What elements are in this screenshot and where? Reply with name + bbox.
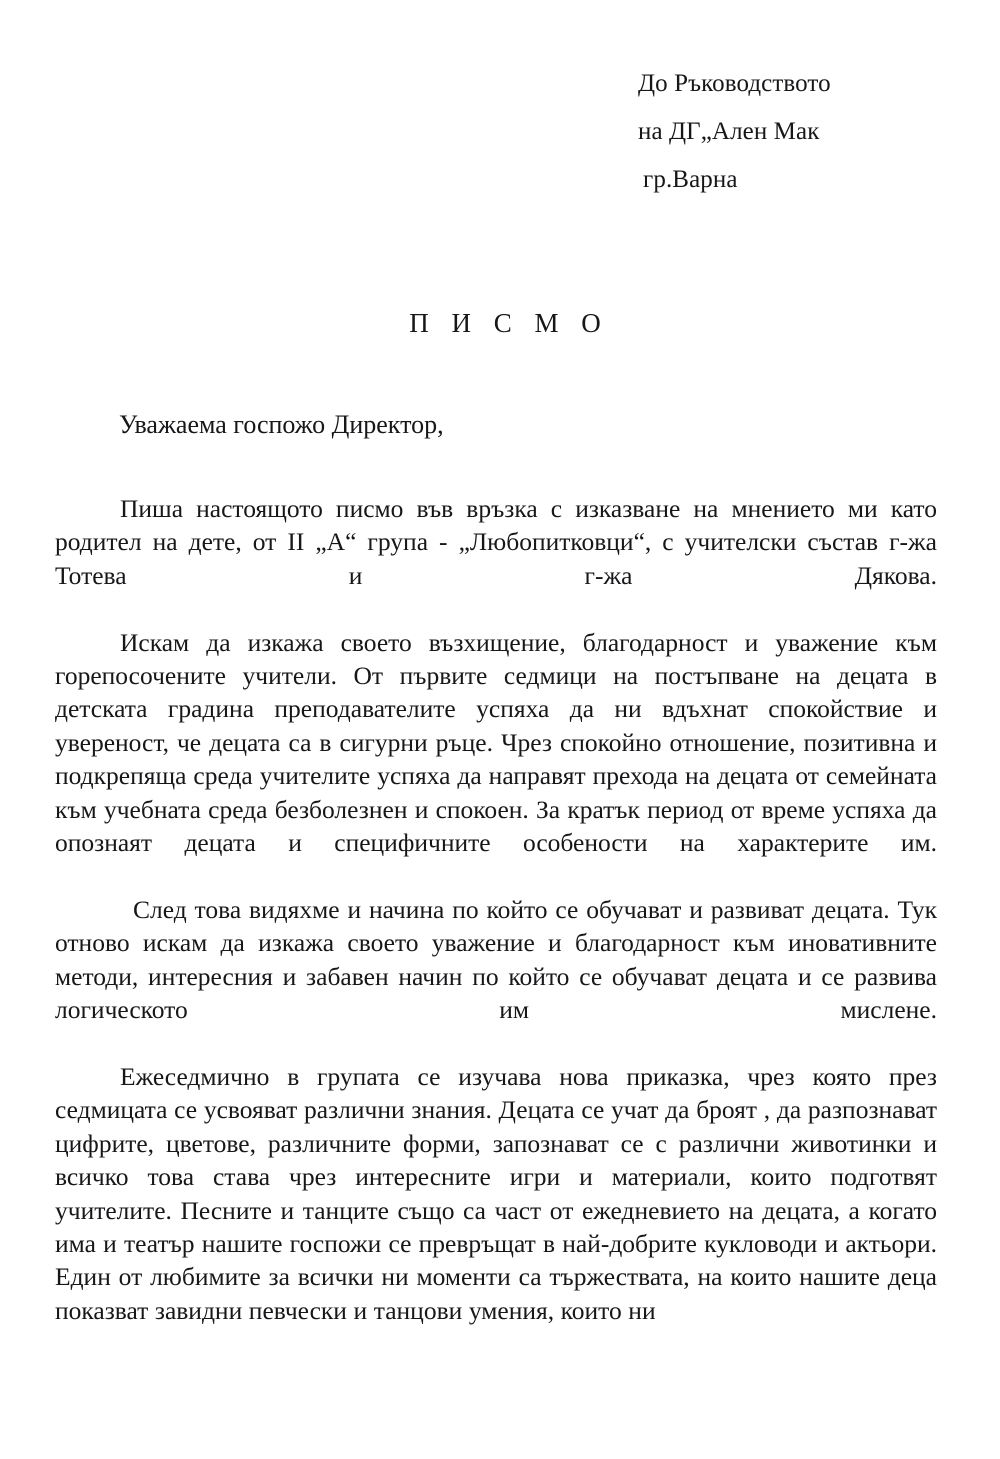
body-paragraph: Ежеседмично в групата се изучава нова приказка, чрез която през седмицата се усвояват различни знания. Децата се учат да броят , да разпознават цифрите, цветове, различните форми, запознават се с различни животинки и всичко това става чрез интересните игри и материали, които подготвят учителите. Песните и танците също са част от ежедневието на децата, а когато има и театър нашите госпожи се превръщат в най-добрите кукловоди и актьори. Един от любимите за всички ни моменти са тържествата, на които нашите деца показват завидни певчески и танцови умения, които ни	[55, 1061, 937, 1325]
addressee-line-city: гр.Варна	[643, 166, 738, 193]
addressee-line-organization: До Ръководството	[638, 70, 831, 97]
body-paragraph: Пиша настоящото писмо във връзка с изказване на мнението ми като родител на дете, от II „А“ група - „Любопитковци“, с учителски състав г-жа Тотева и г-жа Дякова.	[55, 494, 937, 590]
body-paragraph: Искам да изкажа своето възхищение, благодарност и уважение към горепосочените учители. От първите седмици на постъпване на децата в детската градина преподавателите успяха да ни вдъхнат спокойствие и увереност, че децата са в сигурни ръце. Чрез спокойно отношение, позитивна и подкрепяща среда учителите успяха да направят прехода на децата от семейната към учебната среда безболезнен и спокоен. За кратък период от време успяха да опознаят децата и специфичните особености на характерите им.	[55, 627, 937, 858]
body-paragraph: След това видяхме и начина по който се обучават и развиват децата. Тук отново искам да изкажа своето уважение и благодарност към иновативните методи, интересния и забавен начин по който се обучават децата и се развива логическото им мислене.	[55, 894, 937, 1025]
addressee-block	[638, 60, 978, 204]
page-title: П И С М О	[409, 308, 609, 338]
letter-body	[55, 492, 937, 1327]
salutation: Уважаема госпожо Директор,	[119, 410, 444, 439]
addressee-line-institution: на ДГ„Ален Мак	[638, 118, 820, 145]
